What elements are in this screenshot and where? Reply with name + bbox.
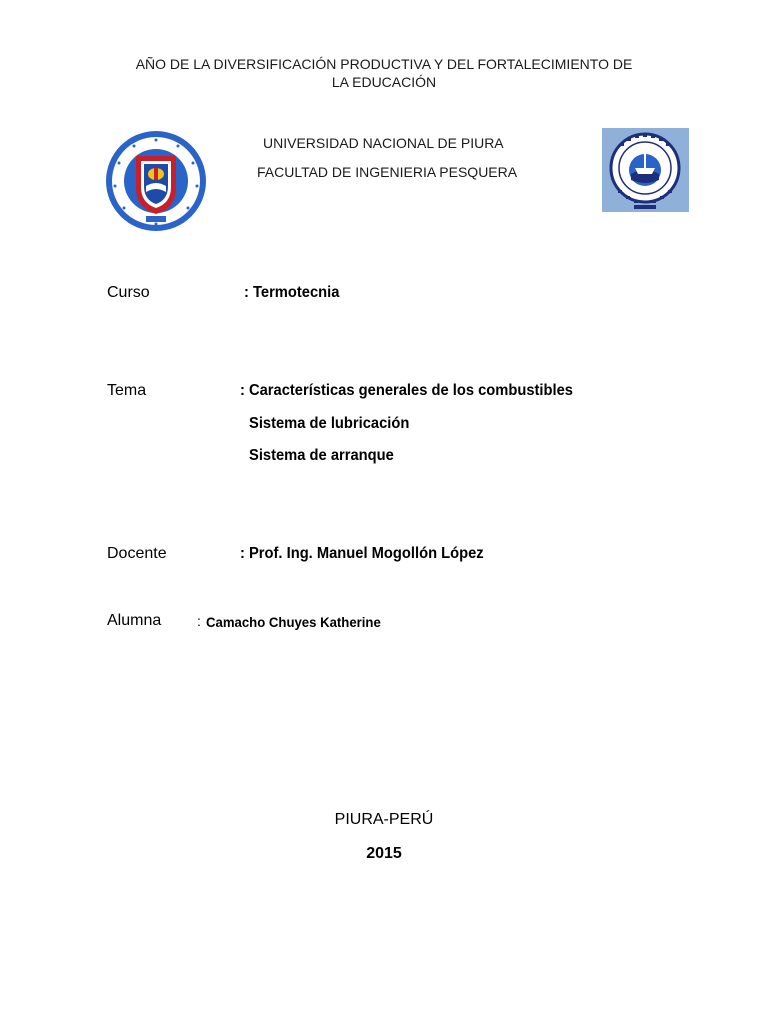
university-seal-logo <box>104 128 208 234</box>
alumna-colon: : <box>197 613 201 629</box>
docente-value: : Prof. Ing. Manuel Mogollón López <box>240 545 484 562</box>
tema-label: Tema <box>107 382 147 399</box>
year: 2015 <box>366 845 402 862</box>
faculty-seal-logo <box>602 128 689 212</box>
place: PIURA-PERÚ <box>334 811 434 828</box>
year-title-line-2: LA EDUCACIÓN <box>331 74 437 90</box>
tema-value-1: : Características generales de los combustibles <box>240 382 573 399</box>
curso-value: : Termotecnia <box>244 284 340 301</box>
university-seal-icon <box>104 128 208 234</box>
year-title-line-1: AÑO DE LA DIVERSIFICACIÓN PRODUCTIVA Y DEL FORTALECIMIENTO DE <box>135 56 633 72</box>
university-name: UNIVERSIDAD NACIONAL DE PIURA <box>263 135 504 151</box>
year-title <box>100 55 668 91</box>
faculty-seal-icon <box>602 128 689 212</box>
alumna-value: Camacho Chuyes Katherine <box>206 614 381 630</box>
curso-label: Curso <box>107 284 150 301</box>
faculty-name: FACULTAD DE INGENIERIA PESQUERA <box>257 164 518 180</box>
tema-value-3: Sistema de arranque <box>249 447 394 464</box>
docente-label: Docente <box>107 545 167 562</box>
alumna-label: Alumna <box>107 612 162 629</box>
tema-value-2: Sistema de lubricación <box>249 415 410 432</box>
